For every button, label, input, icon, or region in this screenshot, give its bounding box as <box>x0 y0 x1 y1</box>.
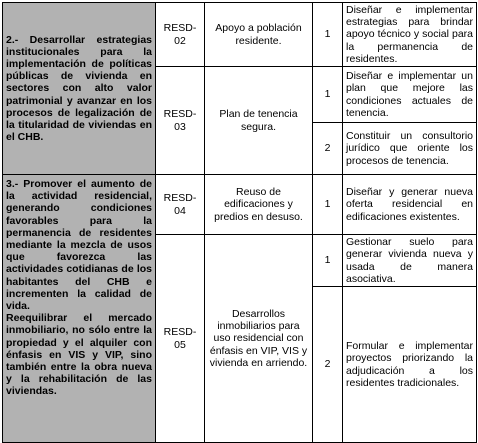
objective-text: 3.- Promover el aumento de la actividad residencial, generando condiciones favorables para la permanencia de residentes mediante la mezcla de usos que favorezca las actividades cotidianas de los habitantes del CHB e incrementen la calidad de vida. Reequilibrar el mercado inmobiliario, no sólo entre la propiedad y el alquiler con énfasis en VIS y VIP, sino también entre la obra nueva y la rehabilitación de las viviendas. <box>6 178 152 398</box>
program-code: RESD- 03 <box>156 67 205 175</box>
program-name: Desarrollos inmobiliarios para uso residencial con énfasis en VIP, VIS y vivienda en arriendo. <box>205 235 313 443</box>
program-name: Apoyo a población residente. <box>205 3 313 67</box>
program-code: RESD- 05 <box>156 235 205 443</box>
action-text: Constituir un consultorio jurídico que oriente los procesos de tenencia. <box>343 123 477 175</box>
action-number: 1 <box>313 235 343 287</box>
table-row <box>3 3 477 67</box>
action-number: 1 <box>313 175 343 235</box>
action-number: 1 <box>313 3 343 67</box>
program-code: RESD- 02 <box>156 3 205 67</box>
action-text: Diseñar e implementar estrategias para brindar apoyo técnico y social para la permanencia de residentes. <box>343 3 477 67</box>
action-text: Formular e implementar proyectos priorizando la adjudicación a los residentes tradicionales. <box>343 287 477 443</box>
program-name: Plan de tenencia segura. <box>205 67 313 175</box>
objective-cell <box>3 175 156 443</box>
action-text: Diseñar y generar nueva oferta residencial en edificaciones existentes. <box>343 175 477 235</box>
program-code: RESD- 04 <box>156 175 205 235</box>
action-number: 2 <box>313 287 343 443</box>
action-number: 2 <box>313 123 343 175</box>
table-row <box>3 175 477 235</box>
objective-text: 2.- Desarrollar estrategias institucionales para la implementación de políticas públicas de vivienda en sectores con alto valor patrimonial y avanzar en los procesos de legalización de la titularidad de viviendas en el CHB. <box>6 33 152 144</box>
action-text: Gestionar suelo para generar vivienda nueva y usada de manera asociativa. <box>343 235 477 287</box>
action-number: 1 <box>313 67 343 123</box>
objective-cell <box>3 3 156 175</box>
programs-table <box>2 2 477 443</box>
program-name: Reuso de edificaciones y predios en desuso. <box>205 175 313 235</box>
action-text: Diseñar e implementar un plan que mejore las condiciones actuales de tenencia. <box>343 67 477 123</box>
